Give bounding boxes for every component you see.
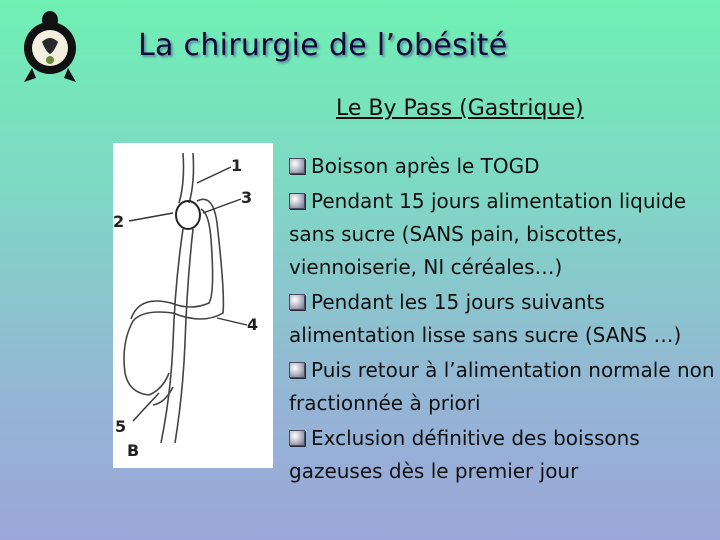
bullet-text: Exclusion définitive des boissons gazeuses dès le premier jour bbox=[289, 426, 640, 483]
bullet-item bbox=[289, 150, 717, 183]
diagram-label-4: 4 bbox=[247, 315, 259, 334]
diagram-label-5: 5 bbox=[115, 417, 127, 436]
bullet-icon bbox=[289, 158, 305, 174]
bullet-icon bbox=[289, 294, 305, 310]
bullet-list bbox=[289, 150, 717, 490]
diagram-label-3: 3 bbox=[241, 188, 253, 207]
bullet-item bbox=[289, 185, 717, 284]
diagram-label-b: B bbox=[127, 441, 140, 460]
bullet-text: Boisson après le TOGD bbox=[311, 154, 540, 178]
bullet-item bbox=[289, 422, 717, 488]
bullet-icon bbox=[289, 430, 305, 446]
diagram-label-2: 2 bbox=[113, 212, 125, 231]
page-title: La chirurgie de l’obésité bbox=[138, 28, 508, 63]
diagram-label-1: 1 bbox=[231, 156, 243, 175]
gastric-bypass-diagram bbox=[113, 143, 273, 468]
bullet-item bbox=[289, 354, 717, 420]
bullet-icon bbox=[289, 362, 305, 378]
page-subtitle: Le By Pass (Gastrique) bbox=[336, 96, 584, 121]
bullet-text: Pendant 15 jours alimentation liquide sans sucre (SANS pain, biscottes, viennoiserie, NI céréales…) bbox=[289, 189, 687, 279]
bullet-text: Puis retour à l’alimentation normale non fractionnée à priori bbox=[289, 358, 715, 415]
bullet-icon bbox=[289, 193, 305, 209]
bullet-item bbox=[289, 286, 717, 352]
diagram-drawing bbox=[113, 143, 273, 468]
bullet-text: Pendant les 15 jours suivants alimentation lisse sans sucre (SANS …) bbox=[289, 290, 682, 347]
organization-logo-icon bbox=[18, 8, 82, 86]
